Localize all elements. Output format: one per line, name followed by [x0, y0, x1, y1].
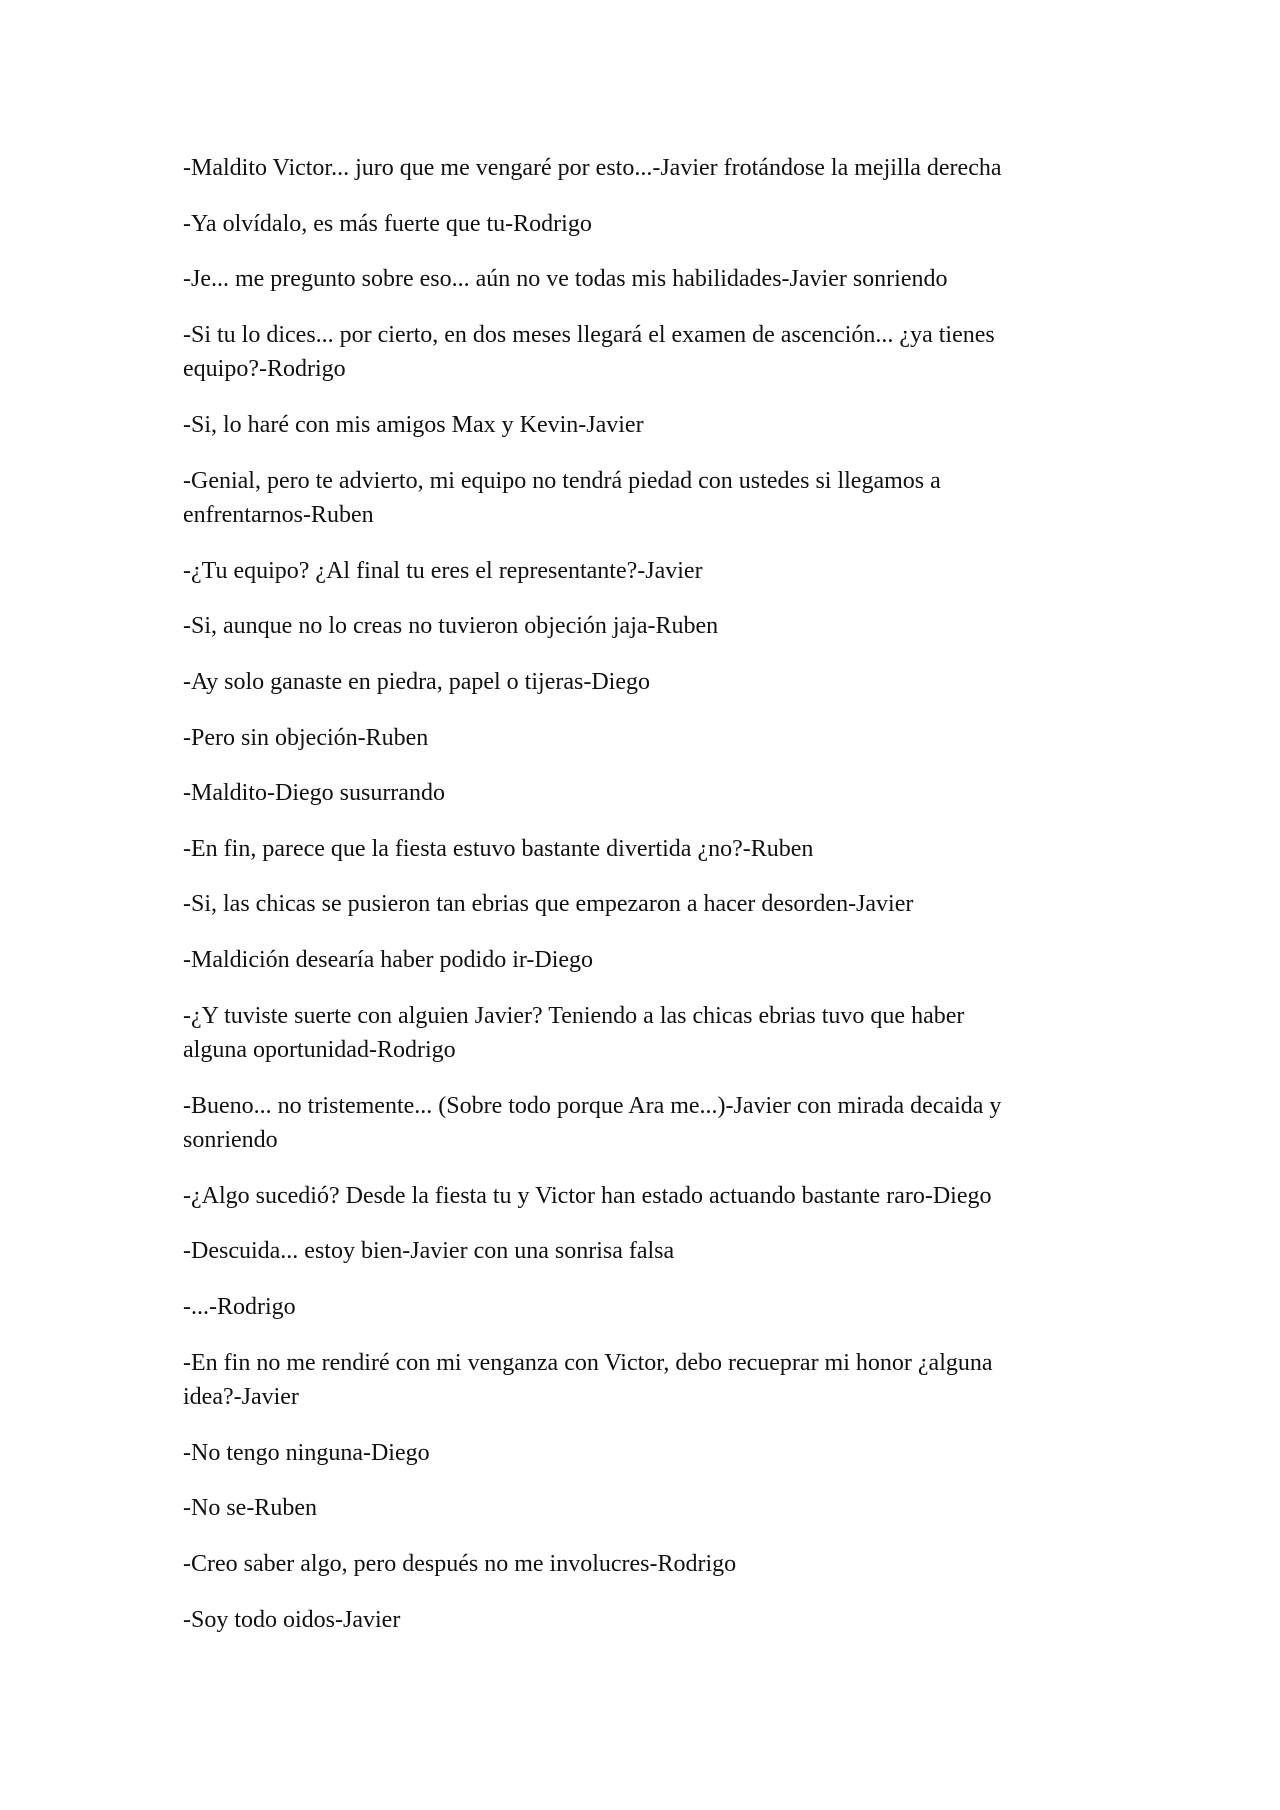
dialogue-paragraph [183, 721, 1083, 756]
text-line: -...-Rodrigo [183, 1294, 296, 1321]
text-line: enfrentarnos-Ruben [183, 502, 374, 529]
text-line: -Si, lo haré con mis amigos Max y Kevin-Javier [183, 411, 644, 438]
text-line: -Ya olvídalo, es más fuerte que tu-Rodrigo [183, 210, 592, 237]
text-line: alguna oportunidad-Rodrigo [183, 1037, 456, 1064]
dialogue-paragraph [183, 609, 1083, 644]
dialogue-paragraph [183, 1234, 1083, 1269]
text-line: -Je... me pregunto sobre eso... aún no ve todas mis habilidades-Javier sonriendo [183, 266, 948, 293]
dialogue-paragraph [183, 1491, 1083, 1526]
text-line: -Creo saber algo, pero después no me involucres-Rodrigo [183, 1551, 737, 1578]
text-line: equipo?-Rodrigo [183, 356, 346, 383]
dialogue-paragraph [183, 151, 1083, 186]
dialogue-paragraph [183, 999, 1083, 1068]
dialogue-paragraph [183, 262, 1083, 297]
dialogue-paragraph [183, 207, 1083, 242]
document-page [183, 151, 1083, 1658]
dialogue-paragraph [183, 1346, 1083, 1415]
text-line: idea?-Javier [183, 1384, 299, 1411]
text-line: -Maldito Victor... juro que me vengaré por esto...-Javier frotándose la mejilla derecha [183, 155, 1002, 181]
dialogue-paragraph [183, 1603, 1083, 1638]
text-line: -Descuida... estoy bien-Javier con una sonrisa falsa [183, 1238, 675, 1265]
dialogue-paragraph [183, 665, 1083, 700]
dialogue-paragraph [183, 318, 1083, 387]
text-line: -¿Y tuviste suerte con alguien Javier? Teniendo a las chicas ebrias tuvo que haber [183, 1002, 965, 1029]
dialogue-paragraph [183, 408, 1083, 443]
dialogue-paragraph [183, 554, 1083, 589]
dialogue-paragraph [183, 887, 1083, 922]
dialogue-paragraph [183, 943, 1083, 978]
text-line: -Soy todo oidos-Javier [183, 1606, 401, 1633]
text-line: -Bueno... no tristemente... (Sobre todo porque Ara me...)-Javier con mirada decaida y [183, 1092, 1002, 1119]
dialogue-paragraph [183, 464, 1083, 533]
text-line: -¿Algo sucedió? Desde la fiesta tu y Victor han estado actuando bastante raro-Diego [183, 1182, 992, 1209]
text-line: -En fin, parece que la fiesta estuvo bastante divertida ¿no?-Ruben [183, 835, 814, 862]
text-line: -Maldición desearía haber podido ir-Diego [183, 946, 594, 973]
text-line: -No se-Ruben [183, 1495, 317, 1522]
text-line: -Si tu lo dices... por cierto, en dos meses llegará el examen de ascención... ¿ya tienes [183, 321, 995, 348]
text-line: -Ay solo ganaste en piedra, papel o tijeras-Diego [183, 668, 650, 695]
dialogue-paragraph [183, 776, 1083, 811]
text-line: -En fin no me rendiré con mi venganza con Victor, debo recueprar mi honor ¿alguna [183, 1349, 993, 1376]
text-line: -¿Tu equipo? ¿Al final tu eres el representante?-Javier [183, 557, 703, 584]
text-line: -Si, aunque no lo creas no tuvieron objeción jaja-Ruben [183, 613, 719, 640]
text-line: -Si, las chicas se pusieron tan ebrias que empezaron a hacer desorden-Javier [183, 891, 914, 918]
text-line: -Maldito-Diego susurrando [183, 780, 445, 807]
text-line: sonriendo [183, 1127, 278, 1154]
text-line: -No tengo ninguna-Diego [183, 1439, 430, 1466]
dialogue-paragraph [183, 1179, 1083, 1214]
dialogue-paragraph [183, 832, 1083, 867]
dialogue-paragraph [183, 1436, 1083, 1471]
dialogue-paragraph [183, 1089, 1083, 1158]
text-line: -Genial, pero te advierto, mi equipo no tendrá piedad con ustedes si llegamos a [183, 467, 941, 494]
dialogue-paragraph [183, 1290, 1083, 1325]
text-line: -Pero sin objeción-Ruben [183, 724, 429, 751]
dialogue-paragraph [183, 1547, 1083, 1582]
